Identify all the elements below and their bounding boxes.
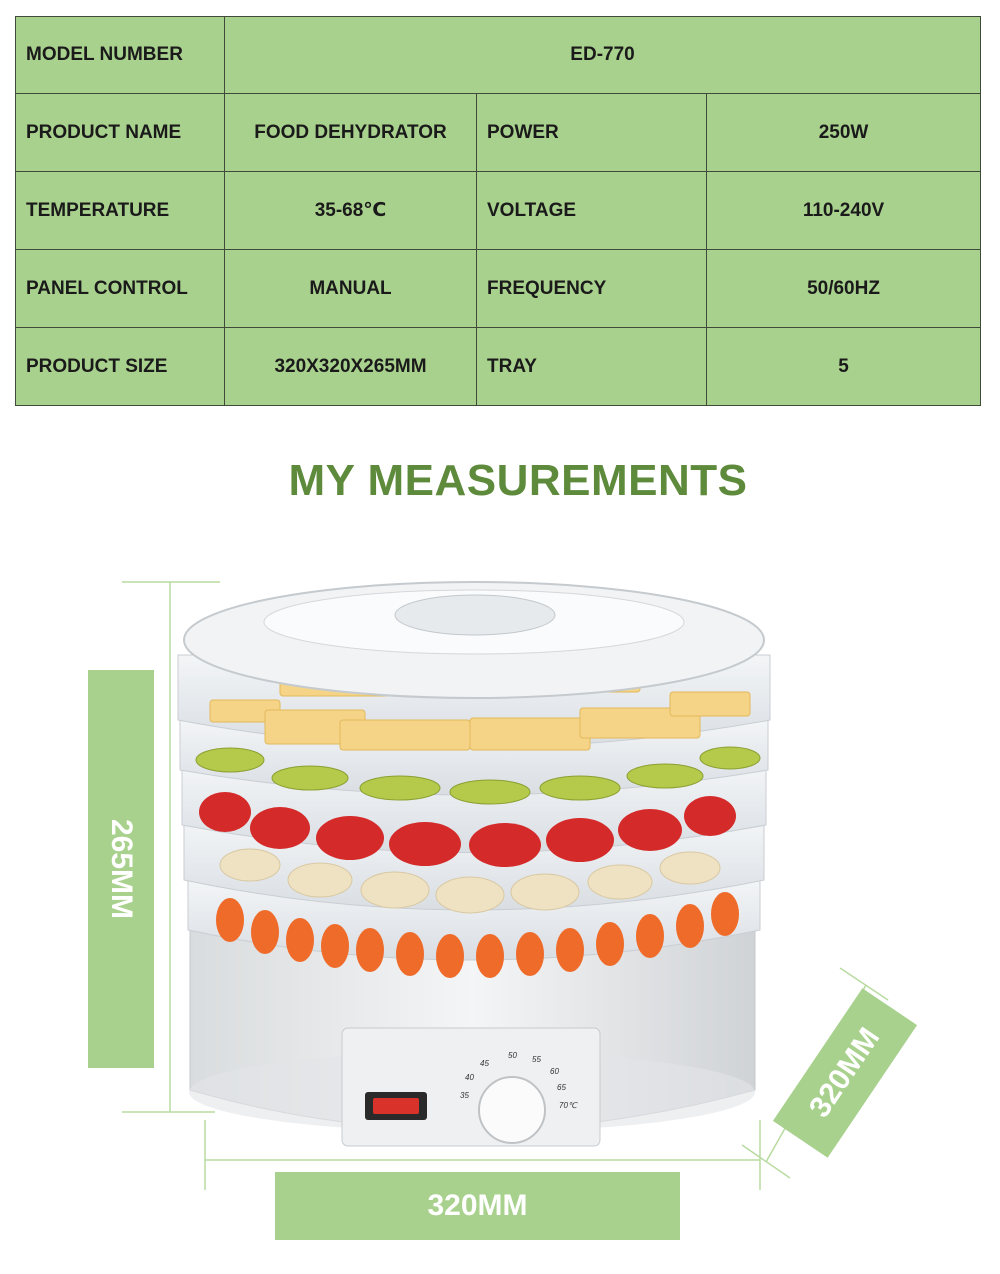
- spec-value: FOOD DEHYDRATOR: [225, 94, 477, 172]
- dial-mark: 70℃: [559, 1101, 577, 1110]
- measurements-title: MY MEASUREMENTS: [288, 456, 748, 505]
- spec-value: 50/60HZ: [707, 250, 981, 328]
- width-dimension-bar: [275, 1172, 680, 1240]
- spec-value: 320X320X265MM: [225, 328, 477, 406]
- width-dimension-label: 320MM: [427, 1189, 528, 1222]
- spec-label: PANEL CONTROL: [16, 250, 225, 328]
- spec-label: POWER: [477, 94, 707, 172]
- dehydrator-lid: [184, 582, 764, 698]
- food-dehydrator-illustration: [170, 580, 780, 1150]
- dial-mark: 60: [550, 1067, 559, 1076]
- spec-value: MANUAL: [225, 250, 477, 328]
- spec-value: 5: [707, 328, 981, 406]
- model-number-value: ED-770: [225, 17, 981, 94]
- spec-value: 110-240V: [707, 172, 981, 250]
- dial-mark: 40: [465, 1073, 474, 1082]
- spec-label: PRODUCT SIZE: [16, 328, 225, 406]
- dial-mark: 35: [460, 1091, 469, 1100]
- spec-label: VOLTAGE: [477, 172, 707, 250]
- spec-value: 35-68℃: [225, 172, 477, 250]
- spec-label: FREQUENCY: [477, 250, 707, 328]
- model-number-label: MODEL NUMBER: [16, 17, 225, 94]
- spec-label: PRODUCT NAME: [16, 94, 225, 172]
- spec-label: TRAY: [477, 328, 707, 406]
- depth-dimension-label: 320MM: [802, 1022, 887, 1124]
- spec-value: 250W: [707, 94, 981, 172]
- dial-mark: 65: [557, 1083, 566, 1092]
- dial-mark: 55: [532, 1055, 541, 1064]
- spec-label: TEMPERATURE: [16, 172, 225, 250]
- dial-mark: 45: [480, 1059, 489, 1068]
- height-dimension-label: 265MM: [105, 818, 139, 920]
- height-dimension-bar: [88, 670, 154, 1068]
- dial-mark: 50: [508, 1051, 517, 1060]
- temperature-dial: [479, 1077, 545, 1143]
